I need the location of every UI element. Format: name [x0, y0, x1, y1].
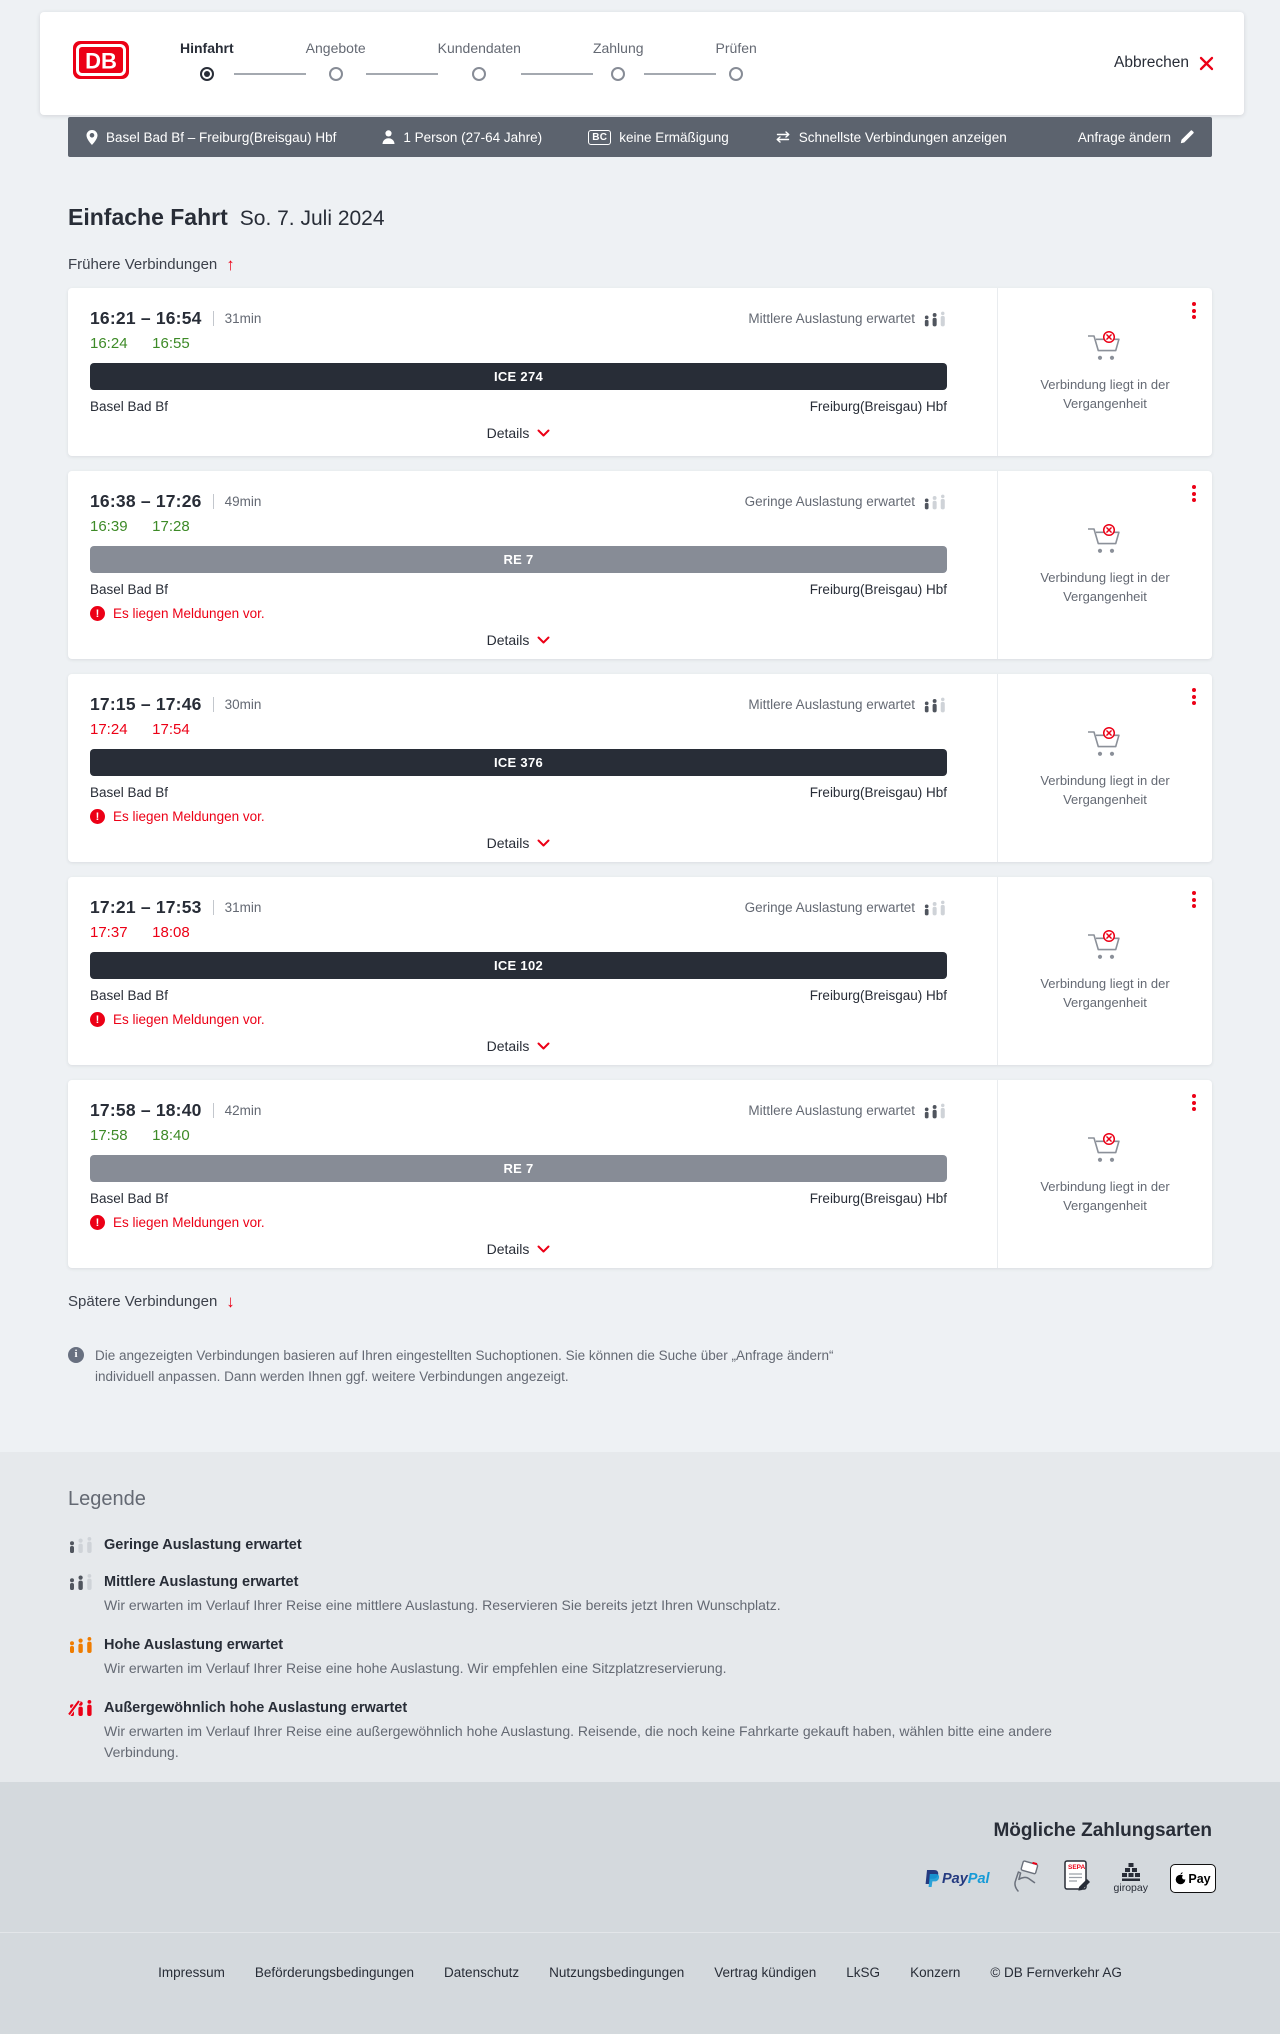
step-connector: [366, 73, 438, 75]
cart-unavailable-icon: [1084, 330, 1126, 364]
duration: 30min: [224, 697, 262, 712]
payments-title: Mögliche Zahlungsarten: [993, 1820, 1212, 1841]
chevron-down-icon: [537, 839, 550, 847]
train-number: ICE 376: [493, 755, 544, 770]
actual-departure: 16:39: [90, 518, 128, 535]
legend-item-desc: Wir erwarten im Verlauf Ihrer Reise eine außergewöhnlich hohe Auslastung. Reisende, die noch keine Fahrkarte gekauft haben, wählen bitte eine andere Verbindung.: [104, 1723, 1052, 1760]
fastest-text: Schnellste Verbindungen anzeigen: [798, 129, 1007, 145]
origin-station: Basel Bad Bf: [90, 582, 169, 597]
details-toggle[interactable]: [90, 1241, 947, 1257]
occupancy-label: Mittlere Auslastung erwartet: [748, 311, 915, 326]
more-options-button[interactable]: [1190, 1092, 1198, 1113]
actual-times: [90, 335, 947, 352]
actual-times: [90, 924, 947, 941]
details-toggle[interactable]: [90, 632, 947, 648]
divider: [213, 900, 214, 915]
step-dot: [329, 67, 343, 81]
discount-text: keine Ermäßigung: [619, 129, 729, 145]
actual-arrival: 18:08: [152, 924, 190, 941]
actual-times: [90, 1127, 947, 1144]
cart-unavailable-icon: [1084, 523, 1126, 557]
step-hinfahrt[interactable]: [180, 40, 234, 81]
footer-link-impressum[interactable]: Impressum: [158, 1965, 225, 1980]
messages-warning: [90, 1215, 947, 1230]
step-label: Kundendaten: [437, 40, 521, 56]
creditcard-hand-icon: [1012, 1860, 1042, 1897]
copyright-text: © DB Fernverkehr AG: [990, 1965, 1122, 1980]
route-summary: [86, 130, 336, 145]
connection-side-panel: [997, 877, 1212, 1065]
occupancy-icon: [923, 311, 947, 327]
actual-departure: 16:24: [90, 335, 128, 352]
later-connections-link[interactable]: [68, 1293, 235, 1310]
connection-main: [68, 1080, 997, 1268]
actual-arrival: 17:28: [152, 518, 190, 535]
messages-warning: [90, 606, 947, 621]
footer-link-vertrag-kuendigen[interactable]: Vertrag kündigen: [714, 1965, 817, 1980]
connection-side-panel: [997, 1080, 1212, 1268]
search-options-info: [68, 1346, 843, 1388]
step-connector: [644, 73, 716, 75]
planned-times: 17:15 – 17:46: [90, 694, 202, 714]
info-text: Die angezeigten Verbindungen basieren auf Ihren eingestellten Suchoptionen. Sie können die Suche über „Anfrage ändern“ individuell anpassen. Dann werden Ihnen ggf. weitere Verbindungen angezeigt.: [95, 1348, 834, 1384]
connection-card: [68, 288, 1212, 456]
close-icon: [1199, 56, 1214, 71]
connection-card: [68, 674, 1212, 862]
occupancy-indicator: [748, 697, 947, 713]
location-pin-icon: [86, 130, 98, 145]
alert-icon: !: [90, 606, 105, 621]
cart-unavailable-icon: [1084, 1132, 1126, 1166]
actual-arrival: 16:55: [152, 335, 190, 352]
connection-main: [68, 471, 997, 659]
planned-times: 16:38 – 17:26: [90, 491, 202, 511]
passenger-summary: [382, 130, 542, 145]
past-connection-note: Verbindung liegt in der Vergangenheit: [1040, 1179, 1170, 1213]
bahncard-icon: BC: [588, 130, 611, 145]
details-label: Details: [486, 835, 530, 851]
train-segment-bar: [90, 952, 947, 979]
divider: [213, 1103, 214, 1118]
legend-item-title: Mittlere Auslastung erwartet: [104, 1574, 299, 1590]
planned-times: 17:58 – 18:40: [90, 1100, 202, 1120]
step-label: Prüfen: [715, 40, 757, 56]
cart-unavailable-icon: [1084, 929, 1126, 963]
progress-stepper: [180, 40, 757, 81]
journey-date: So. 7. Juli 2024: [239, 207, 385, 230]
pencil-icon: [1180, 130, 1194, 144]
train-number: RE 7: [503, 552, 534, 567]
arrow-down-icon: ↓: [226, 1292, 235, 1311]
footer-link-konzern[interactable]: Konzern: [910, 1965, 961, 1980]
cancel-label: Abbrechen: [1114, 54, 1189, 71]
destination-station: Freiburg(Breisgau) Hbf: [809, 399, 947, 414]
occupancy-icon: [923, 1103, 947, 1119]
actual-times: [90, 721, 947, 738]
occupancy-icon: [923, 697, 947, 713]
duration: 31min: [224, 311, 262, 326]
legend-item: [68, 1700, 1212, 1763]
legend-item-title: Außergewöhnlich hohe Auslastung erwartet: [104, 1700, 408, 1716]
step-pruefen[interactable]: [716, 40, 757, 81]
footer: [0, 1932, 1280, 1980]
step-angebote[interactable]: [306, 40, 366, 81]
giropay-icon: giropay: [1114, 1863, 1148, 1894]
divider: [213, 697, 214, 712]
step-connector: [521, 73, 593, 75]
details-toggle[interactable]: [90, 425, 947, 441]
origin-station: Basel Bad Bf: [90, 785, 169, 800]
alert-icon: !: [90, 1012, 105, 1027]
destination-station: Freiburg(Breisgau) Hbf: [809, 988, 947, 1003]
duration: 31min: [224, 900, 262, 915]
edit-request-label: Anfrage ändern: [1077, 129, 1171, 145]
page-title: [68, 204, 385, 231]
duration: 49min: [224, 494, 262, 509]
person-icon: [382, 130, 395, 144]
footer-link-datenschutz[interactable]: Datenschutz: [444, 1965, 520, 1980]
passenger-text: 1 Person (27-64 Jahre): [403, 129, 543, 145]
legend-item-title: Geringe Auslastung erwartet: [104, 1537, 302, 1553]
cart-unavailable-icon: [1084, 726, 1126, 760]
step-zahlung[interactable]: [593, 40, 644, 81]
db-logo: [72, 40, 130, 80]
actual-times: [90, 518, 947, 535]
paypal-icon: PayPal: [924, 1869, 990, 1888]
train-segment-bar: [90, 363, 947, 390]
origin-station: Basel Bad Bf: [90, 988, 169, 1003]
details-toggle[interactable]: [90, 1038, 947, 1054]
applepay-icon: Pay: [1170, 1864, 1216, 1893]
legend-item: [68, 1574, 1212, 1616]
connection-side-panel: [997, 288, 1212, 456]
footer-link-nutzungsbedingungen[interactable]: Nutzungsbedingungen: [549, 1965, 685, 1980]
payment-methods: [0, 1860, 1216, 1897]
warning-text: Es liegen Meldungen vor.: [113, 1012, 265, 1027]
later-connections-label: Spätere Verbindungen: [68, 1293, 218, 1310]
discount-summary: [588, 130, 729, 145]
occupancy-label: Geringe Auslastung erwartet: [744, 900, 915, 915]
details-label: Details: [486, 1241, 530, 1257]
svg-text:DB: DB: [85, 48, 117, 74]
more-options-button[interactable]: [1190, 300, 1198, 321]
divider: [213, 311, 214, 326]
sepa-icon: [1064, 1860, 1092, 1897]
more-options-button[interactable]: [1190, 483, 1198, 504]
messages-warning: [90, 809, 947, 824]
legend-item-desc: Wir erwarten im Verlauf Ihrer Reise eine hohe Auslastung. Wir empfehlen eine Sitzplatzreservierung.: [104, 1660, 727, 1676]
legend-item: [68, 1637, 1212, 1679]
legend-title: Legende: [68, 1488, 146, 1510]
warning-text: Es liegen Meldungen vor.: [113, 1215, 265, 1230]
footer-link-befoerderungsbedingungen[interactable]: Beförderungsbedingungen: [254, 1965, 415, 1980]
details-label: Details: [486, 425, 530, 441]
connection-card: [68, 471, 1212, 659]
train-segment-bar: [90, 749, 947, 776]
chevron-down-icon: [537, 1245, 550, 1253]
occupancy-high-icon: [68, 1637, 94, 1653]
planned-times: 17:21 – 17:53: [90, 897, 202, 917]
legend-item-title: Hohe Auslastung erwartet: [104, 1637, 284, 1653]
connection-card: [68, 1080, 1212, 1268]
occupancy-label: Geringe Auslastung erwartet: [744, 494, 915, 509]
step-label: Angebote: [305, 40, 366, 56]
info-icon: i: [68, 1347, 84, 1363]
divider: [213, 494, 214, 509]
svg-text:SEPA: SEPA: [1067, 1864, 1085, 1871]
connection-main: [68, 674, 997, 862]
actual-departure: 17:24: [90, 721, 128, 738]
step-dot: [611, 67, 625, 81]
connection-main: [68, 877, 997, 1065]
more-options-button[interactable]: [1190, 889, 1198, 910]
cancel-button[interactable]: [1114, 54, 1214, 72]
legend-section: [0, 1452, 1280, 1782]
earlier-connections-label: Frühere Verbindungen: [68, 256, 218, 273]
connection-side-panel: [997, 471, 1212, 659]
swap-arrows-icon: [775, 131, 791, 143]
legend-item: [68, 1537, 1212, 1553]
more-options-button[interactable]: [1190, 686, 1198, 707]
past-connection-note: Verbindung liegt in der Vergangenheit: [1040, 773, 1170, 807]
step-connector: [234, 73, 306, 75]
occupancy-label: Mittlere Auslastung erwartet: [748, 1103, 915, 1118]
occupancy-indicator: [745, 900, 947, 916]
occupancy-indicator: [745, 494, 947, 510]
fastest-connections-toggle[interactable]: [775, 130, 1007, 145]
occupancy-indicator: [748, 1103, 947, 1119]
actual-departure: 17:58: [90, 1127, 128, 1144]
alert-icon: !: [90, 1215, 105, 1230]
train-segment-bar: [90, 1155, 947, 1182]
details-label: Details: [486, 1038, 530, 1054]
alert-icon: !: [90, 809, 105, 824]
arrow-up-icon: ↑: [226, 255, 235, 274]
origin-station: Basel Bad Bf: [90, 1191, 169, 1206]
occupancy-low-icon: [68, 1537, 94, 1553]
warning-text: Es liegen Meldungen vor.: [113, 606, 265, 621]
chevron-down-icon: [537, 636, 550, 644]
train-segment-bar: [90, 546, 947, 573]
destination-station: Freiburg(Breisgau) Hbf: [809, 1191, 947, 1206]
past-connection-note: Verbindung liegt in der Vergangenheit: [1040, 570, 1170, 604]
details-toggle[interactable]: [90, 835, 947, 851]
details-label: Details: [486, 632, 530, 648]
earlier-connections-link[interactable]: [68, 256, 235, 273]
messages-warning: [90, 1012, 947, 1027]
origin-station: Basel Bad Bf: [90, 399, 169, 414]
step-dot: [472, 67, 486, 81]
planned-times: 16:21 – 16:54: [90, 308, 202, 328]
legend-item-desc: Wir erwarten im Verlauf Ihrer Reise eine mittlere Auslastung. Reservieren Sie bereits jetzt Ihren Wunschplatz.: [104, 1597, 781, 1613]
step-label: Hinfahrt: [180, 40, 234, 56]
train-number: RE 7: [503, 1161, 534, 1176]
duration: 42min: [224, 1103, 262, 1118]
destination-station: Freiburg(Breisgau) Hbf: [809, 785, 947, 800]
footer-link-lksg[interactable]: LkSG: [846, 1965, 881, 1980]
route-text: Basel Bad Bf – Freiburg(Breisgau) Hbf: [106, 129, 337, 145]
occupancy-icon: [923, 494, 947, 510]
occupancy-exceptional-icon: [68, 1700, 94, 1716]
connection-list: [68, 288, 1212, 1283]
connection-side-panel: [997, 674, 1212, 862]
destination-station: Freiburg(Breisgau) Hbf: [809, 582, 947, 597]
chevron-down-icon: [537, 429, 550, 437]
connection-card: [68, 877, 1212, 1065]
occupancy-indicator: [748, 311, 947, 327]
step-dot-active: [200, 67, 214, 81]
train-number: ICE 274: [493, 369, 544, 384]
actual-arrival: 17:54: [152, 721, 190, 738]
actual-arrival: 18:40: [152, 1127, 190, 1144]
chevron-down-icon: [537, 1042, 550, 1050]
occupancy-icon: [923, 900, 947, 916]
connection-main: [68, 288, 997, 456]
search-summary-bar: [68, 117, 1212, 157]
past-connection-note: Verbindung liegt in der Vergangenheit: [1040, 377, 1170, 411]
journey-type: Einfache Fahrt: [68, 204, 228, 230]
step-dot: [729, 67, 743, 81]
header: [40, 12, 1244, 115]
bottom-section: [0, 1782, 1280, 2034]
train-number: ICE 102: [493, 958, 544, 973]
step-kundendaten[interactable]: [438, 40, 521, 81]
occupancy-label: Mittlere Auslastung erwartet: [748, 697, 915, 712]
past-connection-note: Verbindung liegt in der Vergangenheit: [1040, 976, 1170, 1010]
edit-request-button[interactable]: [1078, 130, 1194, 145]
occupancy-medium-icon: [68, 1574, 94, 1590]
actual-departure: 17:37: [90, 924, 128, 941]
warning-text: Es liegen Meldungen vor.: [113, 809, 265, 824]
step-label: Zahlung: [592, 40, 644, 56]
